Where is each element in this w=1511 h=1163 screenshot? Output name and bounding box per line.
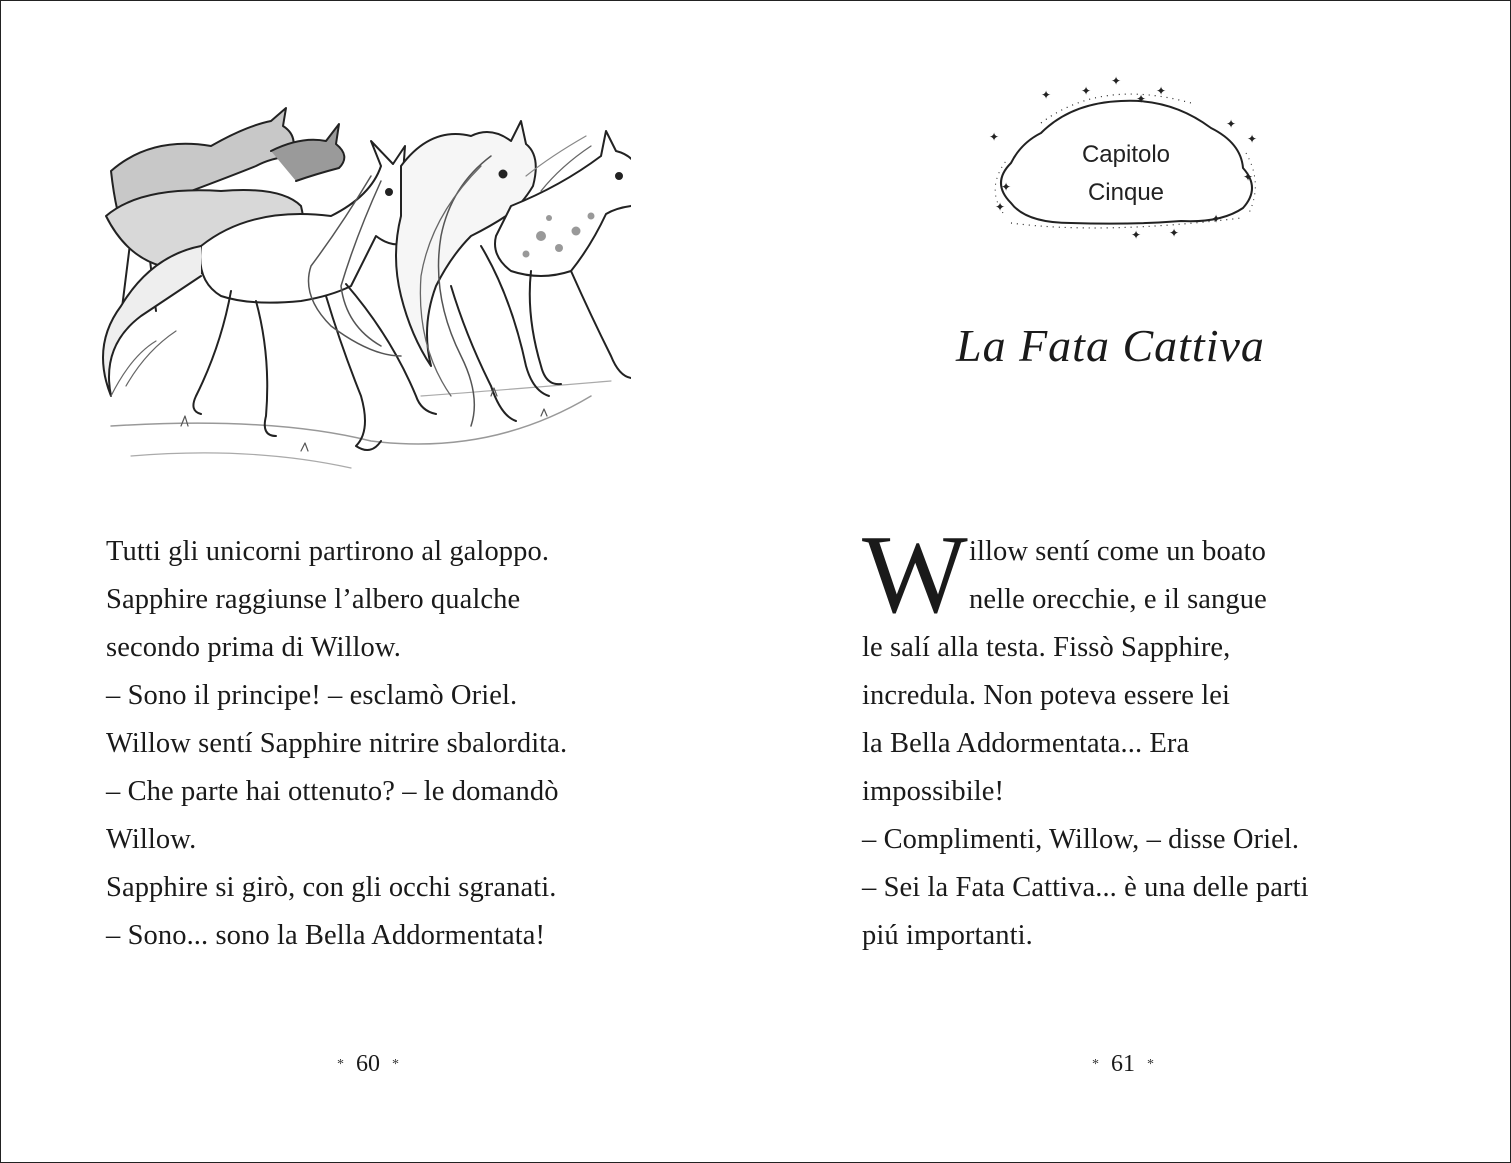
svg-text:✦: ✦ [1169, 226, 1180, 240]
svg-text:✦: ✦ [1226, 117, 1237, 131]
text-line: le salí alla testa. Fissò Sapphire, [862, 632, 1231, 663]
text-line: Willow sentí Sapphire nitrire sbalordita. [106, 728, 568, 759]
star-icon: * [1092, 1056, 1099, 1072]
svg-text:✦: ✦ [1136, 92, 1147, 106]
left-page [1, 1, 756, 1162]
text-line: – Sono... sono la Bella Addormentata! [106, 920, 546, 951]
text-line: Sapphire raggiunse l’albero qualche [106, 584, 521, 615]
svg-text:✦: ✦ [1131, 228, 1142, 242]
text-line: – Sei la Fata Cattiva... è una delle parti [862, 872, 1309, 903]
drop-cap: W [862, 513, 968, 637]
text-line: Sapphire si girò, con gli occhi sgranati. [106, 872, 557, 903]
text-line: secondo prima di Willow. [106, 632, 401, 663]
page-number-value: 60 [356, 1051, 380, 1077]
chapter-title: La Fata Cattiva [956, 320, 1265, 371]
svg-text:✦: ✦ [1111, 74, 1122, 88]
page-number-left [337, 1051, 399, 1078]
text-line: Willow. [106, 824, 197, 855]
star-icon: * [392, 1056, 399, 1072]
text-line: la Bella Addormentata... Era [862, 728, 1190, 759]
page-number-right [1092, 1051, 1154, 1078]
text-line: – Che parte hai ottenuto? – le domandò [106, 776, 559, 807]
svg-text:✦: ✦ [1001, 180, 1012, 194]
text-line: – Complimenti, Willow, – disse Oriel. [862, 824, 1300, 855]
text-line: incredula. Non poteva essere lei [862, 680, 1231, 711]
text-line: piú importanti. [862, 920, 1033, 951]
text-line: Tutti gli unicorni partirono al galoppo. [106, 536, 550, 567]
svg-text:✦: ✦ [995, 200, 1006, 214]
star-icon: * [1147, 1056, 1154, 1072]
svg-text:✦: ✦ [1081, 84, 1092, 98]
chapter-label: Capitolo [1081, 141, 1171, 168]
chapter-badge [981, 73, 1271, 245]
svg-text:✦: ✦ [1211, 212, 1222, 226]
text-line: nelle orecchie, e il sangue [969, 584, 1267, 615]
unicorns-galloping-illustration [71, 96, 631, 486]
right-body-text [862, 513, 1309, 960]
left-body-text [106, 528, 567, 960]
svg-text:✦: ✦ [1247, 132, 1258, 146]
text-line: – Sono il principe! – esclamò Oriel. [106, 680, 518, 711]
right-page [756, 1, 1511, 1162]
svg-text:✦: ✦ [989, 130, 1000, 144]
svg-text:✦: ✦ [1041, 88, 1052, 102]
chapter-number: Cinque [1087, 179, 1165, 206]
svg-text:✦: ✦ [1156, 84, 1167, 98]
page-number-value: 61 [1111, 1051, 1135, 1077]
star-icon: * [337, 1056, 344, 1072]
text-line: impossibile! [862, 776, 1005, 807]
text-line: illow sentí come un boato [969, 536, 1266, 567]
svg-text:✦: ✦ [1243, 170, 1254, 184]
